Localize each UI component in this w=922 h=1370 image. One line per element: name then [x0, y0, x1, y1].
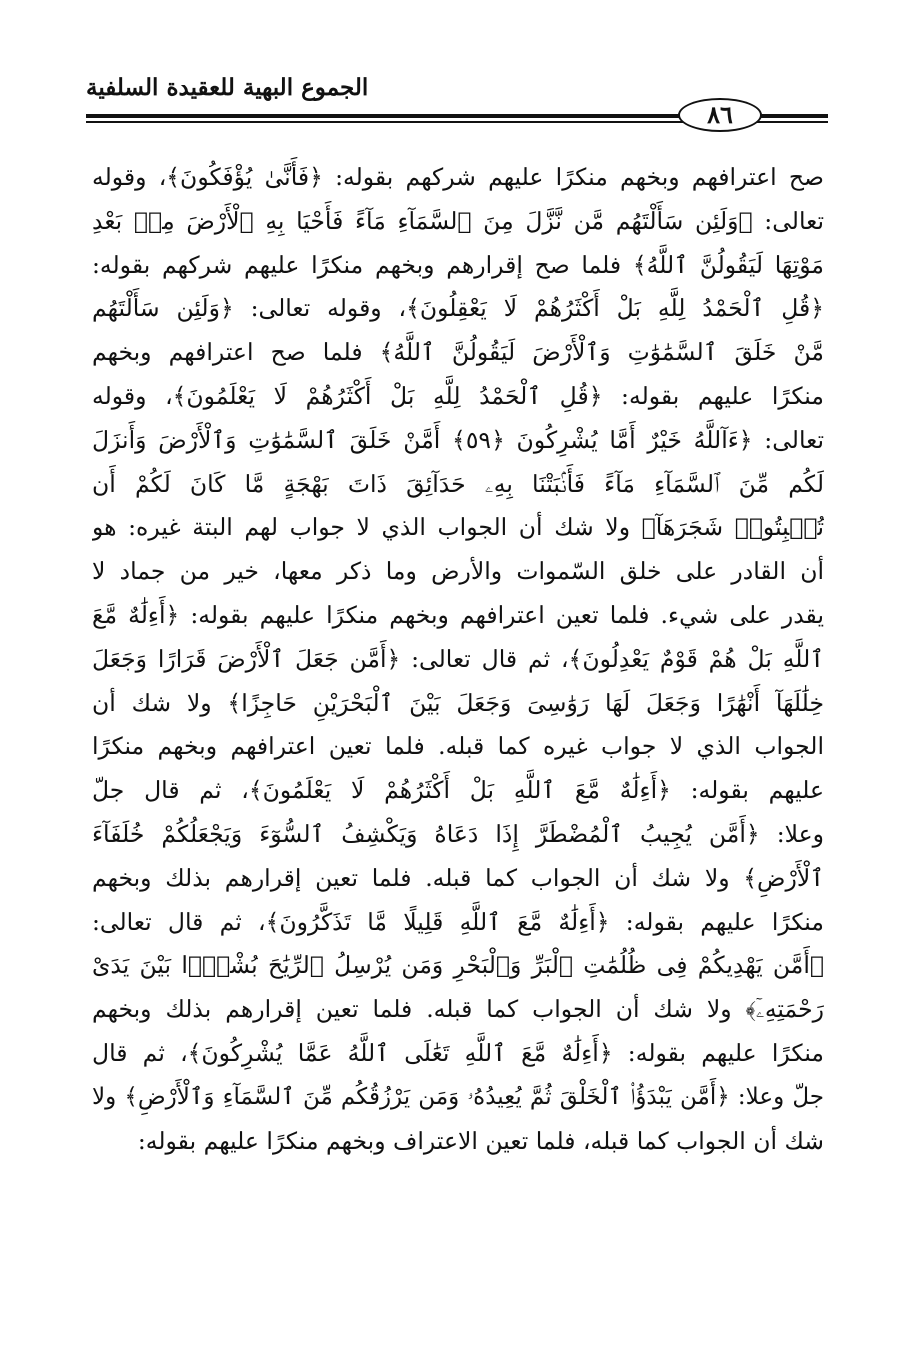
text-line: أن القادر على خلق السّموات والأرض وما ذكر معها، خير من جماد لا: [92, 557, 824, 586]
text-line: تُنۢبِتُوا۟ شَجَرَهَآ﴾ ولا شك أن الجواب الذي لا جواب لهم البتة غيره: هو: [92, 513, 824, 542]
text-line: خِلَٰلَهَآ أَنْهَٰرًا وَجَعَلَ لَهَا رَوَٰسِىَ وَجَعَلَ بَيْنَ ٱلْبَحْرَيْنِ حَاجِزًا﴾ ولا شك أن: [92, 688, 824, 717]
text-line: تعالى: ﴿ءَآللَّهُ خَيْرٌ أَمَّا يُشْرِكُونَ ﴿٥٩﴾ أَمَّنْ خَلَقَ ٱلسَّمَٰوَٰتِ وَٱلْأَرْضَ وَأَنزَلَ: [92, 425, 824, 454]
text-line: الجواب الذي لا جواب غيره كما قبله. فلما تعين اعترافهم وبخهم منكرًا: [92, 732, 824, 761]
page-header: [86, 62, 828, 132]
running-title: الجموع البهية للعقيدة السلفية: [86, 74, 369, 101]
text-line: شك أن الجواب كما قبله، فلما تعين الاعتراف وبخهم منكرًا عليهم بقوله:: [137, 1126, 824, 1155]
text-line: منكرًا عليهم بقوله: ﴿أَءِلَٰهٌ مَّعَ ٱللَّهِ تَعَٰلَى ٱللَّهُ عَمَّا يُشْرِكُونَ﴾، ثم قال: [92, 1038, 824, 1067]
body-text: [92, 156, 824, 1163]
text-line: يقدر على شيء. فلما تعين اعترافهم وبخهم منكرًا عليهم بقوله: ﴿أَءِلَٰهٌ مَّعَ: [92, 600, 824, 629]
text-line: ٱلْأَرْضِ﴾ ولا شك أن الجواب كما قبله. فلما تعين إقرارهم بذلك وبخهم: [92, 863, 824, 892]
text-line: عليهم بقوله: ﴿أَءِلَٰهٌ مَّعَ ٱللَّهِ بَلْ أَكْثَرُهُمْ لَا يَعْلَمُونَ﴾، ثم قال جلّ: [92, 776, 824, 805]
text-line: منكرًا عليهم بقوله: ﴿قُلِ ٱلْحَمْدُ لِلَّهِ بَلْ أَكْثَرُهُمْ لَا يَعْلَمُونَ﴾، وقوله: [92, 381, 824, 410]
text-line: لَكُم مِّنَ ٱلسَّمَآءِ مَآءً فَأَنۢبَتْنَا بِهِۦ حَدَآئِقَ ذَاتَ بَهْجَةٍ مَّا كَانَ لَكُمْ أَن: [92, 469, 824, 498]
text-line: ٱللَّهِ بَلْ هُمْ قَوْمٌ يَعْدِلُونَ﴾، ثم قال تعالى: ﴿أَمَّن جَعَلَ ٱلْأَرْضَ قَرَارًا وَجَعَلَ: [92, 644, 824, 673]
text-line: منكرًا عليهم بقوله: ﴿أَءِلَٰهٌ مَّعَ ٱللَّهِ قَلِيلًا مَّا تَذَكَّرُونَ﴾، ثم قال تعالى:: [92, 907, 824, 936]
text-line: ﴿أَمَّن يَهْدِيكُمْ فِى ظُلُمَٰتِ ٱلْبَرِّ وَٱلْبَحْرِ وَمَن يُرْسِلُ ٱلرِّيَٰحَ بُشْرًۢا بَيْنَ يَدَىْ: [92, 951, 824, 980]
text-line: ﴿قُلِ ٱلْحَمْدُ لِلَّهِ بَلْ أَكْثَرُهُمْ لَا يَعْقِلُونَ﴾، وقوله تعالى: ﴿وَلَئِن سَأَلْتَهُم: [92, 294, 824, 323]
text-line: جلّ وعلا: ﴿أَمَّن يَبْدَؤُا۟ ٱلْخَلْقَ ثُمَّ يُعِيدُهُۥ وَمَن يَرْزُقُكُم مِّنَ ٱلسَّمَآءِ وَٱلْأَرْضِ﴾ ولا: [92, 1083, 824, 1110]
page-number-badge: [678, 98, 762, 132]
text-line: تعالى: ﴿وَلَئِن سَأَلْتَهُم مَّن نَّزَّلَ مِنَ ٱلسَّمَآءِ مَآءً فَأَحْيَا بِهِ ٱلْأَرْضَ مِنۢ بَعْدِ: [92, 206, 824, 235]
page-number: ٨٦: [707, 100, 733, 129]
text-line: مَّنْ خَلَقَ ٱلسَّمَٰوَٰتِ وَٱلْأَرْضَ لَيَقُولُنَّ ٱللَّهُ﴾ فلما صح اعترافهم وبخهم: [92, 338, 824, 367]
text-line: صح اعترافهم وبخهم منكرًا عليهم شركهم بقوله: ﴿فَأَنَّىٰ يُؤْفَكُونَ﴾، وقوله: [92, 163, 824, 191]
text-line: رَحْمَتِهِۦٓ﴾ ولا شك أن الجواب كما قبله. فلما تعين إقرارهم بذلك وبخهم: [92, 995, 824, 1024]
text-line: مَوْتِهَا لَيَقُولُنَّ ٱللَّهُ﴾ فلما صح إقرارهم وبخهم منكرًا عليهم شركهم بقوله:: [92, 250, 824, 279]
text-line: وعلا: ﴿أَمَّن يُجِيبُ ٱلْمُضْطَرَّ إِذَا دَعَاهُ وَيَكْشِفُ ٱلسُّوٓءَ وَيَجْعَلُكُمْ خُلَفَآءَ: [92, 819, 824, 848]
